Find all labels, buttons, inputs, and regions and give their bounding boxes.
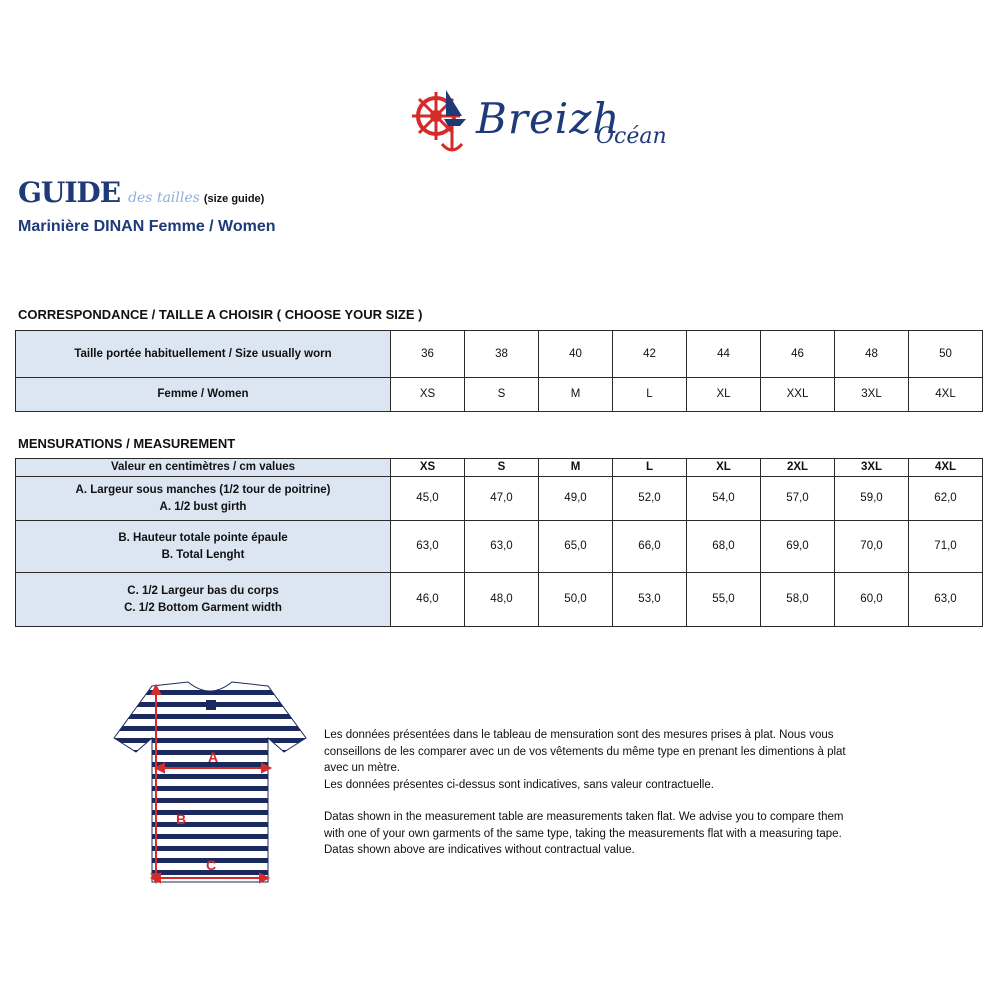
cell: XXL — [761, 378, 835, 412]
cell: 69,0 — [761, 521, 835, 573]
header-cell: 3XL — [835, 459, 909, 477]
product-title: Marinière DINAN Femme / Women — [18, 218, 276, 235]
header-cell: XL — [687, 459, 761, 477]
cell: 36 — [391, 331, 465, 378]
cell: 48 — [835, 331, 909, 378]
cell: 70,0 — [835, 521, 909, 573]
notes-en — [324, 809, 924, 859]
row-label — [16, 573, 391, 627]
cell: 4XL — [909, 378, 983, 412]
cell: 63,0 — [909, 573, 983, 627]
note-line: conseillons de les comparer avec un de vos vêtements du même type en prenant les dimentions à plat — [324, 745, 846, 758]
brand-logo — [408, 86, 698, 166]
cell: 63,0 — [465, 521, 539, 573]
cell: 44 — [687, 331, 761, 378]
cell: 55,0 — [687, 573, 761, 627]
label-tag-icon — [206, 700, 216, 710]
row-label-fr: B. Hauteur totale pointe épaule — [118, 531, 288, 544]
row-label: Taille portée habituellement / Size usually worn — [16, 331, 391, 378]
cell: 49,0 — [539, 477, 613, 521]
header-cell: M — [539, 459, 613, 477]
cell: 52,0 — [613, 477, 687, 521]
cell: 50,0 — [539, 573, 613, 627]
cell: 60,0 — [835, 573, 909, 627]
cell: 68,0 — [687, 521, 761, 573]
garment-illustration — [110, 678, 310, 888]
cell: S — [465, 378, 539, 412]
cell: 57,0 — [761, 477, 835, 521]
table-row — [16, 573, 983, 627]
header-cell: 4XL — [909, 459, 983, 477]
table-row — [16, 331, 983, 378]
cell: 58,0 — [761, 573, 835, 627]
cell: 62,0 — [909, 477, 983, 521]
notes-fr — [324, 727, 924, 793]
row-label-fr: C. 1/2 Largeur bas du corps — [127, 584, 279, 597]
cell: 65,0 — [539, 521, 613, 573]
ship-wheel-anchor-icon — [408, 86, 474, 158]
measurement-table — [15, 458, 983, 627]
measurement-notes — [324, 727, 924, 875]
cell: XL — [687, 378, 761, 412]
row-label-en: A. 1/2 bust girth — [159, 500, 247, 513]
table-row — [16, 477, 983, 521]
note-line: Datas shown in the measurement table are measurements taken flat. We advise you to compare them — [324, 811, 844, 823]
note-line: avec un mètre. — [324, 762, 401, 774]
section-measurement-title: MENSURATIONS / MEASUREMENT — [18, 436, 236, 451]
cell: L — [613, 378, 687, 412]
cell: 46 — [761, 331, 835, 378]
header-cell: S — [465, 459, 539, 477]
guide-note: (size guide) — [203, 193, 265, 205]
striped-tshirt-icon — [110, 678, 310, 888]
cell: 46,0 — [391, 573, 465, 627]
cell: 63,0 — [391, 521, 465, 573]
cell: XS — [391, 378, 465, 412]
cell: 38 — [465, 331, 539, 378]
header-label: Valeur en centimètres / cm values — [16, 459, 391, 477]
cell: 66,0 — [613, 521, 687, 573]
table-header-row — [16, 459, 983, 477]
note-line: Les données présentées dans le tableau de mensuration sont des mesures prises à plat. Nous vous — [324, 729, 834, 741]
cell: M — [539, 378, 613, 412]
guide-word: GUIDE — [18, 176, 121, 209]
guide-heading — [18, 176, 265, 209]
cell: 59,0 — [835, 477, 909, 521]
size-correspondance-table — [15, 330, 983, 412]
section-correspondance-title: CORRESPONDANCE / TAILLE A CHOISIR ( CHOOSE YOUR SIZE ) — [18, 307, 423, 322]
cell: 50 — [909, 331, 983, 378]
table-row — [16, 378, 983, 412]
row-label: Femme / Women — [16, 378, 391, 412]
cell: 42 — [613, 331, 687, 378]
row-label — [16, 521, 391, 573]
table-row — [16, 521, 983, 573]
row-label-en: C. 1/2 Bottom Garment width — [124, 601, 282, 614]
row-label-fr: A. Largeur sous manches (1/2 tour de poitrine) — [75, 483, 331, 496]
cell: 3XL — [835, 378, 909, 412]
note-line: Datas shown above are indicatives without contractual value. — [324, 844, 635, 856]
note-line: Les données présentes ci-dessus sont indicatives, sans valeur contractuelle. — [324, 778, 714, 791]
cell: 54,0 — [687, 477, 761, 521]
cell: 48,0 — [465, 573, 539, 627]
row-label — [16, 477, 391, 521]
brand-name: Breizh — [476, 94, 621, 143]
cell: 47,0 — [465, 477, 539, 521]
measure-c-label: C — [206, 857, 217, 873]
note-line: with one of your own garments of the same type, taking the measurements flat with a measuring tape. — [324, 827, 842, 840]
header-cell: 2XL — [761, 459, 835, 477]
cell: 45,0 — [391, 477, 465, 521]
brand-name-2: Océan — [596, 124, 667, 149]
header-cell: L — [613, 459, 687, 477]
header-cell: XS — [391, 459, 465, 477]
cell: 53,0 — [613, 573, 687, 627]
measure-b-label: B — [176, 811, 187, 827]
measure-a-label: A — [208, 749, 219, 765]
cell: 71,0 — [909, 521, 983, 573]
guide-script: des tailles — [128, 190, 200, 206]
cell: 40 — [539, 331, 613, 378]
row-label-en: B. Total Lenght — [161, 548, 245, 561]
